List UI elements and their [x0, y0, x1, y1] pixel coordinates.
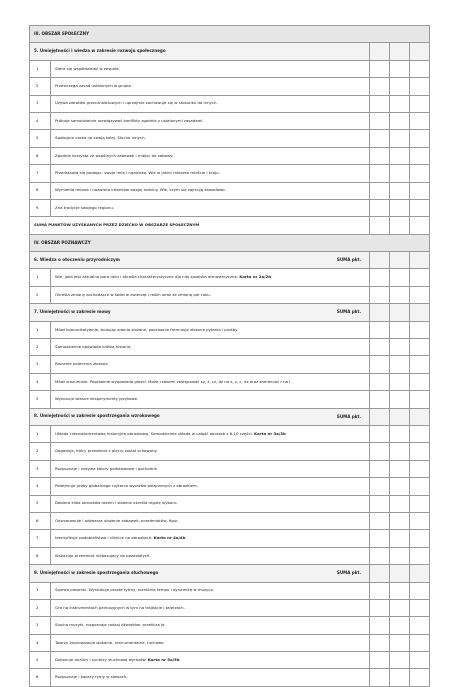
- criterion-number: 3: [30, 460, 51, 477]
- criterion-cell: [51, 269, 370, 286]
- category-sum-label: SUMA pkt.: [336, 257, 361, 263]
- criterion-score-cell-2[interactable]: [390, 547, 410, 564]
- criterion-row: [30, 269, 430, 286]
- category-score-cell-3[interactable]: [410, 304, 430, 321]
- criterion-cell: [51, 165, 370, 182]
- criterion-number: 8: [30, 547, 51, 564]
- criterion-number: 1: [30, 269, 51, 286]
- category-cell: [30, 565, 370, 582]
- criterion-score-cell-3[interactable]: [410, 425, 430, 442]
- criterion-text: Zna tradycje swojego regionu.: [55, 204, 115, 210]
- criterion-score-cell-1[interactable]: [370, 582, 390, 599]
- section-header: [30, 234, 430, 251]
- criterion-row: [30, 112, 430, 129]
- criterion-text: Słucha muzyki, rozpoznaje rodzaj dźwięków, przelicza je.: [55, 622, 166, 628]
- criterion-cell: [51, 599, 370, 616]
- category-sum-label: SUMA pkt.: [336, 413, 361, 419]
- criterion-score-cell-1[interactable]: [370, 391, 390, 408]
- criterion-score-cell-3[interactable]: [410, 443, 430, 460]
- criterion-score-cell-2[interactable]: [390, 669, 410, 686]
- criterion-score-cell-1[interactable]: [370, 269, 390, 286]
- criterion-number: 2: [30, 599, 51, 616]
- card-reference: Karta nr 3a/3b: [254, 430, 286, 436]
- criterion-cell: [51, 286, 370, 303]
- section-summary-row: [30, 217, 430, 234]
- criterion-number: 2: [30, 443, 51, 460]
- criterion-row: [30, 460, 430, 477]
- criterion-score-cell-3[interactable]: [410, 617, 430, 634]
- criterion-score-cell-2[interactable]: [390, 165, 410, 182]
- criterion-score-cell-2[interactable]: [390, 495, 410, 512]
- criterion-score-cell-3[interactable]: [410, 339, 430, 356]
- criterion-row: [30, 147, 430, 164]
- criterion-score-cell-3[interactable]: [410, 130, 430, 147]
- category-cell: [30, 304, 370, 321]
- criterion-score-cell-1[interactable]: [370, 182, 390, 199]
- criterion-score-cell-1[interactable]: [370, 286, 390, 303]
- criterion-score-cell-1[interactable]: [370, 599, 390, 616]
- criterion-row: [30, 634, 430, 651]
- criterion-text: Określa zmiany zachodzące w świecie zwierząt i roślin wraz ze zmianą pór roku.: [55, 291, 211, 297]
- category-title: 5. Umiejętności i wiedza w zakresie rozwoju społecznego: [34, 48, 166, 54]
- criterion-number: 2: [30, 78, 51, 95]
- criterion-score-cell-2[interactable]: [390, 78, 410, 95]
- criterion-number: 7: [30, 530, 51, 547]
- criterion-score-cell-3[interactable]: [410, 95, 430, 112]
- criterion-score-cell-3[interactable]: [410, 286, 430, 303]
- criterion-text: Przedstawia się podając: swoje imię i nazwisko. Wie w jakim mieszka mieście i kraju.: [55, 170, 220, 176]
- criterion-cell: [51, 199, 370, 216]
- criterion-text: Odgaduje, który przedmiot z pięciu został schowany.: [55, 448, 158, 454]
- criterion-score-cell-2[interactable]: [390, 339, 410, 356]
- category-score-cell-1[interactable]: [370, 408, 390, 425]
- category-score-cell-1[interactable]: [370, 252, 390, 269]
- criterion-score-cell-1[interactable]: [370, 617, 390, 634]
- criterion-number: 7: [30, 165, 51, 182]
- criterion-score-cell-1[interactable]: [370, 60, 390, 77]
- card-reference: Karta nr 2a/2b: [239, 274, 272, 280]
- criterion-row: [30, 391, 430, 408]
- criterion-score-cell-2[interactable]: [390, 356, 410, 373]
- category-score-cell-3[interactable]: [410, 43, 430, 60]
- criterion-cell: [51, 391, 370, 408]
- criterion-score-cell-3[interactable]: [410, 512, 430, 529]
- criterion-score-cell-3[interactable]: [410, 669, 430, 686]
- criterion-score-cell-3[interactable]: [410, 582, 430, 599]
- criterion-row: [30, 425, 430, 442]
- criterion-text: Rozpoznaje i nazywa kolory podstawowe i pochodne.: [55, 465, 159, 471]
- criterion-cell: [51, 495, 370, 512]
- criterion-number: 3: [30, 95, 51, 112]
- assessment-table: [29, 25, 430, 687]
- criterion-text: Rozumie polecenia złożone.: [55, 361, 109, 367]
- category-score-cell-1[interactable]: [370, 304, 390, 321]
- category-sum-label: SUMA pkt.: [336, 570, 361, 576]
- criterion-number: 1: [30, 60, 51, 77]
- criterion-text: Wymienia imiona i nazwiska członków swojej rodziny. Wie, czym się zajmują zawodowo.: [55, 187, 226, 193]
- criterion-row: [30, 199, 430, 216]
- criterion-cell: [51, 321, 370, 338]
- criterion-text: Rozpoznaje i tworzy rymy w słowach.: [55, 674, 128, 680]
- criterion-score-cell-1[interactable]: [370, 512, 390, 529]
- criterion-cell: [51, 443, 370, 460]
- criterion-score-cell-3[interactable]: [410, 269, 430, 286]
- criterion-row: [30, 547, 430, 564]
- criterion-number: 4: [30, 373, 51, 390]
- criterion-cell: [51, 512, 370, 529]
- criterion-cell: [51, 182, 370, 199]
- criterion-number: 6: [30, 512, 51, 529]
- criterion-cell: [51, 95, 370, 112]
- criterion-text: Wskazuje przedmiot niepasujący do pozostałych.: [55, 552, 151, 558]
- criterion-number: 8: [30, 182, 51, 199]
- card-reference: Karta nr 4a/4b: [153, 535, 186, 541]
- criterion-score-cell-3[interactable]: [410, 634, 430, 651]
- criterion-score-cell-2[interactable]: [390, 478, 410, 495]
- summary-score-cell-3[interactable]: [410, 217, 430, 234]
- criterion-cell: [51, 547, 370, 564]
- criterion-score-cell-1[interactable]: [370, 478, 390, 495]
- criterion-score-cell-3[interactable]: [410, 652, 430, 669]
- criterion-row: [30, 339, 430, 356]
- criterion-number: 1: [30, 321, 51, 338]
- criterion-score-cell-3[interactable]: [410, 391, 430, 408]
- criterion-score-cell-1[interactable]: [370, 112, 390, 129]
- criterion-cell: [51, 147, 370, 164]
- criterion-text: Identyfikuje podobieństwa i różnice na obrazkach.: [55, 535, 153, 541]
- criterion-text: Śpiewa piosenki. Wystukuje proste rytmy, rozróżnia tempo i dynamikę w muzyce.: [55, 587, 215, 593]
- criterion-score-cell-2[interactable]: [390, 582, 410, 599]
- criterion-score-cell-2[interactable]: [390, 147, 410, 164]
- criterion-number: 3: [30, 617, 51, 634]
- criterion-cell: [51, 530, 370, 547]
- criterion-text: Podejmuje próby globalnego czytania wyrazów połączonych z obrazkiem.: [55, 483, 198, 489]
- criterion-score-cell-2[interactable]: [390, 443, 410, 460]
- criterion-score-cell-1[interactable]: [370, 425, 390, 442]
- category-score-cell-3[interactable]: [410, 252, 430, 269]
- criterion-score-cell-1[interactable]: [370, 669, 390, 686]
- category-score-cell-3[interactable]: [410, 565, 430, 582]
- category-title: 9. Umiejętności w zakresie spostrzegania słuchowego: [34, 570, 159, 575]
- criterion-row: [30, 599, 430, 616]
- criterion-cell: [51, 373, 370, 390]
- criterion-number: 1: [30, 425, 51, 442]
- category-header: [30, 43, 430, 60]
- category-title: 7. Umiejętności w zakresie mowy: [34, 309, 111, 315]
- category-score-cell-1[interactable]: [370, 43, 390, 60]
- criterion-text: Próbuje samodzielnie rozwiązywać konflikty zgodnie z ustalonymi zasadami.: [55, 117, 204, 123]
- category-header: [30, 408, 430, 425]
- criterion-row: [30, 165, 430, 182]
- summary-score-cell-1[interactable]: [370, 217, 390, 234]
- criterion-number: 4: [30, 634, 51, 651]
- criterion-score-cell-2[interactable]: [390, 269, 410, 286]
- criterion-score-cell-2[interactable]: [390, 425, 410, 442]
- criterion-row: [30, 60, 430, 77]
- category-title: 6. Wiedza o otoczeniu przyrodniczym: [34, 256, 120, 262]
- criterion-text: Gra na instrumentach perkusyjnych w tym na trójkącie i talerzach.: [55, 604, 185, 610]
- section-title: IV. OBSZAR POZNAWCZY: [30, 234, 430, 251]
- criterion-row: [30, 652, 430, 669]
- criterion-score-cell-1[interactable]: [370, 530, 390, 547]
- criterion-row: [30, 130, 430, 147]
- section-summary-label: SUMA PUNKTÓW UZYSKANYCH PRZEZ DZIECKO W OBSZARZE SPOŁECZNYM: [30, 217, 370, 234]
- criterion-score-cell-2[interactable]: [390, 60, 410, 77]
- criterion-score-cell-1[interactable]: [370, 443, 390, 460]
- criterion-score-cell-2[interactable]: [390, 460, 410, 477]
- criterion-score-cell-1[interactable]: [370, 165, 390, 182]
- criterion-score-cell-3[interactable]: [410, 547, 430, 564]
- criterion-text: Zgodnie korzysta ze wspólnych zabawek i miejsc do zabawy.: [55, 152, 174, 158]
- criterion-score-cell-3[interactable]: [410, 460, 430, 477]
- criterion-text: Wykonuje własne eksperymenty językowe.: [55, 396, 139, 402]
- section-header: [30, 26, 430, 43]
- criterion-row: [30, 512, 430, 529]
- criterion-score-cell-1[interactable]: [370, 130, 390, 147]
- criterion-score-cell-3[interactable]: [410, 495, 430, 512]
- criterion-row: [30, 495, 430, 512]
- criterion-row: [30, 582, 430, 599]
- criterion-text: Wie, jaka jest aktualna pora roku i określa charakterystyczne dla niej zjawiska atmosferyczne.: [55, 274, 239, 280]
- criterion-score-cell-3[interactable]: [410, 356, 430, 373]
- criterion-number: 5: [30, 391, 51, 408]
- category-score-cell-2[interactable]: [390, 252, 410, 269]
- criterion-row: [30, 78, 430, 95]
- criterion-text: Układa czteroelementową historyjkę obrazkową. Samodzielnie składa w całość obrazek z 6-10 części.: [55, 430, 253, 436]
- category-header: [30, 565, 430, 582]
- category-score-cell-1[interactable]: [370, 565, 390, 582]
- criterion-score-cell-3[interactable]: [410, 182, 430, 199]
- category-cell: [30, 43, 370, 60]
- section-title: III. OBSZAR SPOŁECZNY: [30, 26, 430, 43]
- criterion-score-cell-2[interactable]: [390, 530, 410, 547]
- criterion-score-cell-1[interactable]: [370, 634, 390, 651]
- criterion-score-cell-3[interactable]: [410, 147, 430, 164]
- criterion-score-cell-2[interactable]: [390, 617, 410, 634]
- category-cell: [30, 252, 370, 269]
- criterion-score-cell-1[interactable]: [370, 495, 390, 512]
- criterion-text: Dokonuje analizy i syntezy słuchowej wyrazów.: [55, 656, 147, 662]
- criterion-row: [30, 356, 430, 373]
- criterion-score-cell-2[interactable]: [390, 599, 410, 616]
- criterion-score-cell-2[interactable]: [390, 130, 410, 147]
- category-sum-label: SUMA pkt.: [336, 309, 361, 315]
- criterion-text: Odwzorowuje i odtwarza ułożenie zabawek, przedmiotów, figur.: [55, 517, 179, 523]
- criterion-score-cell-1[interactable]: [370, 547, 390, 564]
- criterion-row: [30, 182, 430, 199]
- criterion-score-cell-3[interactable]: [410, 199, 430, 216]
- criterion-row: [30, 95, 430, 112]
- criterion-cell: [51, 356, 370, 373]
- criterion-cell: [51, 112, 370, 129]
- criterion-number: 5: [30, 495, 51, 512]
- criterion-cell: [51, 460, 370, 477]
- criterion-text: Mówi komunikatywnie, budując zdania złożone, poprawnie formułuje złożone pytania i prośby.: [55, 326, 239, 332]
- criterion-row: [30, 443, 430, 460]
- category-cell: [30, 408, 370, 425]
- category-title: 8. Umiejętności w zakresie spostrzegania wzrokowego: [34, 413, 160, 419]
- criterion-cell: [51, 78, 370, 95]
- criterion-cell: [51, 339, 370, 356]
- criterion-score-cell-3[interactable]: [410, 78, 430, 95]
- criterion-text: Tworzy improwizacje wokalne, instrumentalne, ruchowe.: [55, 639, 165, 645]
- criterion-number: 6: [30, 669, 51, 686]
- criterion-number: 4: [30, 112, 51, 129]
- criterion-cell: [51, 617, 370, 634]
- criterion-score-cell-1[interactable]: [370, 652, 390, 669]
- criterion-row: [30, 617, 430, 634]
- criterion-text: Przestrzega zasad ustalonych w grupie.: [55, 83, 133, 89]
- criterion-row: [30, 373, 430, 390]
- criterion-score-cell-3[interactable]: [410, 60, 430, 77]
- criterion-text: Dobiera kilka obrazków razem i słownie określa regułę wyboru.: [55, 500, 178, 506]
- assessment-sheet: [29, 25, 429, 687]
- criterion-number: 5: [30, 130, 51, 147]
- criterion-cell: [51, 425, 370, 442]
- criterion-score-cell-2[interactable]: [390, 199, 410, 216]
- criterion-cell: [51, 60, 370, 77]
- criterion-score-cell-1[interactable]: [370, 78, 390, 95]
- criterion-number: 5: [30, 652, 51, 669]
- criterion-row: [30, 286, 430, 303]
- criterion-number: 2: [30, 286, 51, 303]
- criterion-cell: [51, 669, 370, 686]
- criterion-number: 9: [30, 199, 51, 216]
- category-score-cell-2[interactable]: [390, 565, 410, 582]
- category-header: [30, 252, 430, 269]
- category-score-cell-3[interactable]: [410, 408, 430, 425]
- criterion-score-cell-2[interactable]: [390, 95, 410, 112]
- criterion-text: Samodzielnie opowiada krótką historię.: [55, 343, 132, 349]
- criterion-score-cell-3[interactable]: [410, 112, 430, 129]
- criterion-text: Używa zwrotów grzecznościowych i uprzejmie zachowuje się w stosunku do innych.: [55, 100, 218, 106]
- category-score-cell-2[interactable]: [390, 304, 410, 321]
- criterion-score-cell-2[interactable]: [390, 286, 410, 303]
- criterion-score-cell-2[interactable]: [390, 652, 410, 669]
- criterion-score-cell-2[interactable]: [390, 634, 410, 651]
- criterion-score-cell-3[interactable]: [410, 373, 430, 390]
- criterion-score-cell-2[interactable]: [390, 373, 410, 390]
- criterion-score-cell-3[interactable]: [410, 599, 430, 616]
- criterion-score-cell-1[interactable]: [370, 199, 390, 216]
- criterion-number: 3: [30, 356, 51, 373]
- criterion-text: Spokojnie czeka na swoją kolej. Słucha innych.: [55, 135, 146, 141]
- criterion-number: 4: [30, 478, 51, 495]
- criterion-score-cell-2[interactable]: [390, 321, 410, 338]
- criterion-cell: [51, 652, 370, 669]
- category-score-cell-2[interactable]: [390, 408, 410, 425]
- criterion-cell: [51, 582, 370, 599]
- category-score-cell-2[interactable]: [390, 43, 410, 60]
- criterion-score-cell-2[interactable]: [390, 182, 410, 199]
- criterion-score-cell-1[interactable]: [370, 339, 390, 356]
- criterion-score-cell-3[interactable]: [410, 478, 430, 495]
- criterion-row: [30, 321, 430, 338]
- category-header: [30, 304, 430, 321]
- criterion-score-cell-3[interactable]: [410, 321, 430, 338]
- criterion-row: [30, 478, 430, 495]
- criterion-score-cell-1[interactable]: [370, 147, 390, 164]
- criterion-row: [30, 530, 430, 547]
- criterion-score-cell-3[interactable]: [410, 530, 430, 547]
- criterion-score-cell-1[interactable]: [370, 321, 390, 338]
- criterion-score-cell-2[interactable]: [390, 512, 410, 529]
- criterion-score-cell-1[interactable]: [370, 356, 390, 373]
- criterion-cell: [51, 478, 370, 495]
- criterion-row: [30, 669, 430, 686]
- criterion-score-cell-1[interactable]: [370, 95, 390, 112]
- criterion-number: 1: [30, 582, 51, 599]
- criterion-cell: [51, 634, 370, 651]
- criterion-number: 2: [30, 339, 51, 356]
- criterion-text: Stara się współdziałać w zespole.: [55, 65, 120, 71]
- criterion-cell: [51, 130, 370, 147]
- summary-score-cell-2[interactable]: [390, 217, 410, 234]
- criterion-score-cell-3[interactable]: [410, 165, 430, 182]
- card-reference: Karta nr 5a/5b: [147, 656, 180, 662]
- criterion-score-cell-1[interactable]: [370, 373, 390, 390]
- criterion-text: Mówi zrozumiale. Poprawnie wypowiada głoski. Może czasami zastępować sz, ż, cz, dż na s, z, c, dz oraz zamieniać r na l.: [55, 378, 292, 384]
- criterion-number: 6: [30, 147, 51, 164]
- criterion-score-cell-1[interactable]: [370, 460, 390, 477]
- criterion-score-cell-2[interactable]: [390, 391, 410, 408]
- criterion-score-cell-2[interactable]: [390, 112, 410, 129]
